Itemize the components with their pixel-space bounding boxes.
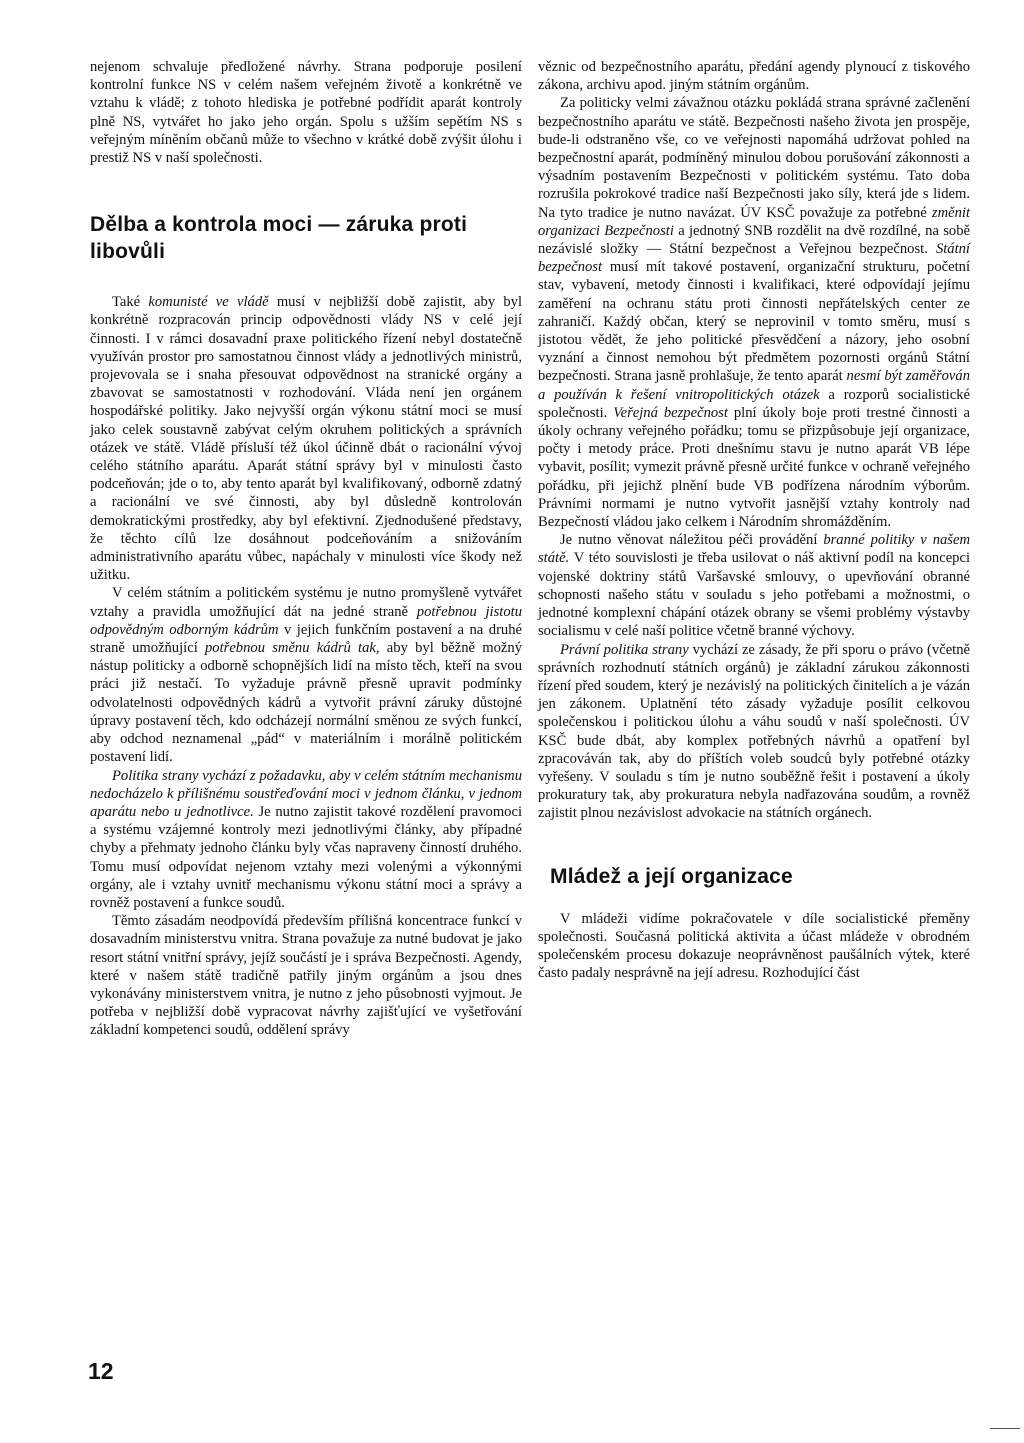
page-number: 12 (88, 1358, 114, 1384)
left-column (90, 58, 522, 1040)
paragraph: V mládeži vidíme pokračovatele v díle socialistické přeměny společnosti. Současná politická aktivita a účast mládeže v obrodném společenském procesu dokazuje neoprávněnost paušálních výtek, které často padaly nesprávně na její adresu. Rozhodující část (538, 910, 970, 982)
paragraph: Právní politika strany vychází ze zásady, že při sporu o právo (včetně správních rozhodnutí státních orgánů) je základní zárukou zákonnosti řízení před soudem, který je nezávislý na politických činitelích a je vázán jen zákonem. Uplatnění této zásady vyžaduje posílit celkovou společenskou i politickou úlohu a váhu soudů v naší společnosti. ÚV KSČ bude dbát, aby komplex potřebných návrhů a opatření byl zpracováván tak, aby do příštích voleb soudců byly potřebné otázky vyřešeny. V souladu s tím je nutno souběžně řešit i postavení a úkoly prokuratury tak, aby prokuratura nebyla nadřazována soudům, a rovněž zajistit plnou nezávislost advokacie na státních orgánech. (538, 641, 970, 822)
scan-mark (990, 1428, 1020, 1429)
paragraph: Politika strany vychází z požadavku, aby v celém státním mechanismu nedocházelo k přílišnému soustřeďování moci v jednom článku, v jednom aparátu nebo u jednotlivce. Je nutno zajistit takové rozdělení pravomoci a systému vzájemné kontroly mezi jednotlivými články, aby případné chyby a přehmaty jednoho článku byly včas napraveny činností druhého. Tomu musí odpovídat nejenom vztahy mezi volenými a výkonnými orgány, ale i vztahy uvnitř mechanismu výkonu státní moci a správy a rovněž postavení a funkce soudů. (90, 767, 522, 911)
paragraph: Těmto zásadám neodpovídá především přílišná koncentrace funkcí v dosavadním ministerstvu vnitra. Strana považuje za nutné budovat je jako resort státní vnitřní správy, jejíž součástí je i správa Bezpečnosti. Agendy, které v našem státě tradičně patřily jiným orgánům a jsou dnes vykonávány ministerstvem vnitra, je nutno z jeho působnosti vyjmout. Je potřeba v nejbližší době vypracovat návrhy zajišťující ve vyšetřování základní kompetenci soudů, oddělení správy (90, 913, 522, 1039)
paragraph: V celém státním a politickém systému je nutno promyšleně vytvářet vztahy a pravidla umožňující dát na jedné straně potřebnou jistotu odpovědným odborným kádrům v jejich funkčním postavení a na druhé straně umožňující potřebnou směnu kádrů tak, aby byl běžně možný nástup politicky a odborně schopnějších lidí na místo těch, kteří na svou práci již nestačí. To vyžaduje právně přesně upravit podmínky odvolatelnosti odpovědných kádrů a vytvořit právní záruky důstojné úpravy postavení těch, kdo odcházejí normální směnou ze svých funkcí, aby odchod neznamenal „pád“ v materiálním i morálně politickém postavení lidí. (90, 585, 523, 766)
paragraph: Také komunisté ve vládě musí v nejbližší době zajistit, aby byl konkrétně rozpracován princip odpovědnosti vlády NS v celé její činnosti. I v rámci dosavadní praxe politického řízení nebyl dostatečně využíván prostor pro samostatnou činnost vlády a jednotlivých ministrů, projevovala se i snaha přesouvat odpovědnost na stranické orgány a zbavovat se samostatnosti v rozhodování. Vláda není jen orgánem hospodářské politiky. Jako nejvyšší orgán výkonu státní moci se musí jako celek soustavně zabývat celým okruhem politických a správních otázek ve státě. Vládě přísluší též úkol účinně dbát o racionální vývoj celého státního aparátu. Aparát státní správy byl v minulosti často podceňován; jde o to, aby tento aparát byl kvalifikovaný, odborně zdatný a racionální ve své činnosti, aby byl důsledně kontrolován demokratickými prostředky, aby byl efektivní. Zjednodušené představy, že těchto cílů lze dosáhnout podceňováním a snižováním administrativního aparátu vůbec, napáchaly v minulosti více škody než užitku. (90, 294, 523, 584)
section-heading: Dělba a kontrola moci — záruka proti libovůli (90, 213, 468, 264)
paragraph: Za politicky velmi závažnou otázku pokládá strana správné začlenění bezpečnostního aparátu ve státě. Bezpečnosti našeho života jen prospěje, bude-li odstraněno vše, co ve veřejnosti napomáhá udržovat pohled na bezpečnostní aparát, podmíněný minulou dobou porušování zákonnosti a výsadním postavením Bezpečnosti v politickém systému. Tato doba rozrušila pokrokové tradice naší Bezpečnosti jako síly, která jde s lidem. Na tyto tradice je nutno navázat. ÚV KSČ považuje za potřebné změnit organizaci Bezpečnosti a jednotný SNB rozdělit na dvě rozdílné, na sobě nezávislé složky — Státní bezpečnost a Veřejnou bezpečnost. Státní bezpečnost musí mít takové postavení, organizační strukturu, početní stav, vybavení, metody činnosti i kvalifikaci, které odpovídají jejímu zaměření na ochranu státu proti činnosti nepřátelských center ze zahraničí. Každý občan, který se neprovinil v tomto směru, musí s jistotou vědět, že jeho politické přesvědčení a názory, jeho osobní vyznání a činnost nemohou být předmětem pozornosti orgánů Státní bezpečnosti. Strana jasně prohlašuje, že tento aparát nesmí být zaměřován a používán k řešení vnitropolitických otázek a rozporů socialistické společnosti. Veřejná bezpečnost plní úkoly boje proti trestné činnosti a úkoly ochrany veřejného pořádku; tomu se přizpůsobuje její organizace, počty i metody práce. Proti dnešnímu stavu je nutno aparát VB lépe vybavit, posílit; vymezit právně přesně určité funkce v ochraně veřejného pořádku, při jejichž plnění bude VB podřízena národním výborům. Právními normami je nutno vytvořit jasnější vztahy kontroly nad Bezpečností vládou jako celkem i Národním shromážděním. (538, 95, 970, 531)
paragraph: věznic od bezpečnostního aparátu, předání agendy plynoucí z tiskového zákona, archivu apod. jiným státním orgánům. (538, 59, 970, 94)
section-heading: Mládež a její organizace (550, 864, 793, 888)
paragraph: nejenom schvaluje předložené návrhy. Strana podporuje posilení kontrolní funkce NS v celém našem veřejném životě a konkrétně ve vztahu k vládě; z tohoto hlediska je potřebné podřídit aparát kontroly plně NS, vytvářet ho jako jeho orgán. Spolu s užším sepětím NS s veřejným míněním občanů může to všechno v krátké době zvýšit úlohu i prestiž NS v naší společnosti. (90, 59, 522, 167)
paragraph: Je nutno věnovat náležitou péči provádění branné politiky v našem státě. V této souvislosti je třeba usilovat o náš aktivní podíl na koncepci vojenské doktriny států Varšavské smlouvy, o upevňování obranné schopnosti našeho státu v souladu s jeho potřebami a možnostmi, o jednotné komplexní chápání otázek obrany se všemi problémy výstavby socialismu v celé naší politice včetně branné výchovy. (538, 532, 970, 640)
right-column (538, 58, 970, 982)
